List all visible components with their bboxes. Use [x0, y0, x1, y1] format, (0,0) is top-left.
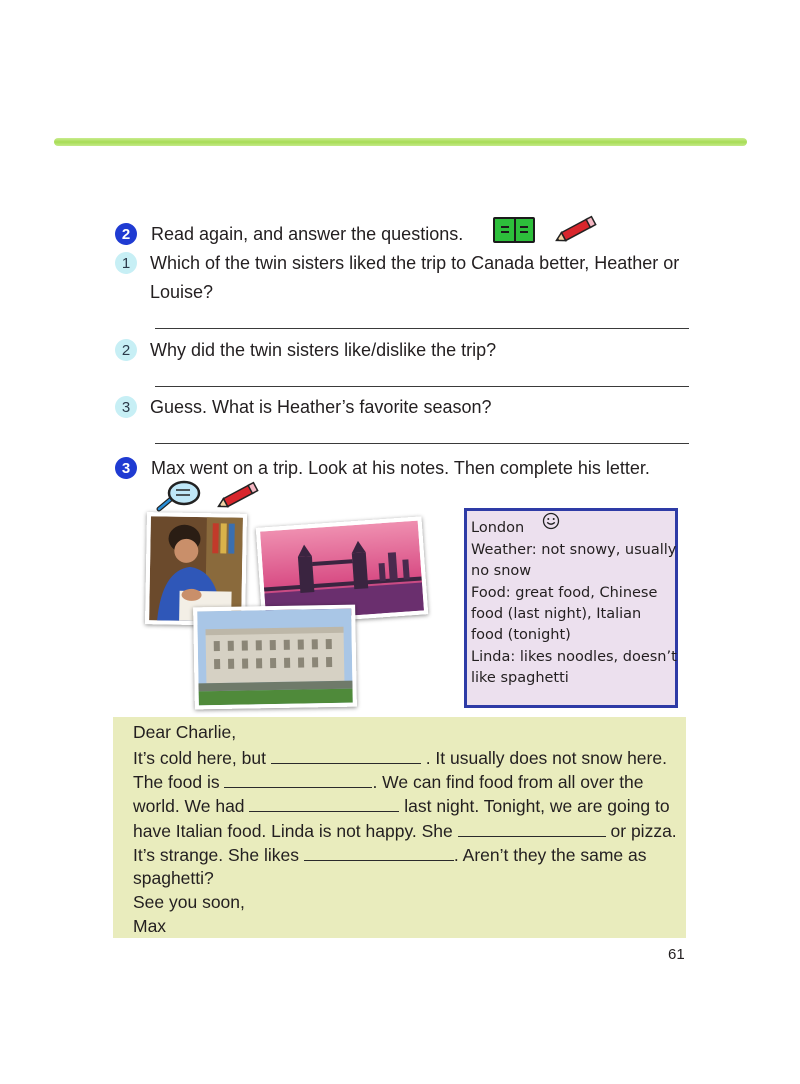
- note-line: Food: great food, Chinese: [471, 585, 658, 601]
- letter-closing: See you soon,: [133, 892, 245, 912]
- fill-in-blank[interactable]: [224, 769, 372, 788]
- note-line: like spaghetti: [471, 670, 569, 686]
- question-number-badge: 2: [115, 339, 137, 361]
- letter-text: It’s cold here, but: [133, 748, 266, 768]
- fill-in-blank[interactable]: [458, 818, 606, 837]
- fill-in-blank[interactable]: [271, 745, 421, 764]
- page-number: 61: [668, 946, 685, 963]
- answer-line[interactable]: [155, 386, 689, 387]
- letter-text: . We can find food from all over the: [372, 772, 644, 792]
- letter-line: [133, 769, 644, 794]
- letter-line: [133, 842, 647, 867]
- answer-line[interactable]: [155, 328, 689, 329]
- letter-signature: Max: [133, 916, 167, 936]
- note-line: London: [471, 520, 525, 536]
- letter-line: [133, 818, 677, 843]
- note-line: no snow: [471, 563, 532, 579]
- section-number-badge: 3: [115, 457, 137, 479]
- photo-buckingham-palace: [193, 605, 357, 710]
- note-line: Linda: likes noodles, doesn’t: [471, 649, 677, 665]
- section-number-badge: 2: [115, 223, 137, 245]
- book-icon: [493, 217, 535, 243]
- letter-text: . It usually does not snow here.: [425, 748, 667, 768]
- letter-text: The food is: [133, 772, 220, 792]
- question-number-badge: 3: [115, 396, 137, 418]
- fill-in-blank[interactable]: [304, 842, 454, 861]
- fill-in-blank[interactable]: [249, 793, 399, 812]
- question-text: Guess. What is Heather’s favorite season?: [150, 397, 492, 417]
- note-line: food (last night), Italian: [471, 606, 642, 622]
- pencil-icon: [552, 214, 602, 246]
- letter-line: [133, 745, 667, 770]
- letter-text: last night. Tonight, we are going to: [404, 796, 670, 816]
- question-text: Which of the twin sisters liked the trip to Canada better, Heather or: [150, 253, 680, 273]
- pencil-icon: [214, 480, 264, 512]
- question-text-continued: Louise?: [150, 282, 214, 302]
- answer-line[interactable]: [155, 443, 689, 444]
- letter-line: [133, 793, 670, 818]
- smiley-face-icon: [542, 512, 560, 530]
- letter-text: have Italian food. Linda is not happy. She: [133, 821, 453, 841]
- letter-text: . Aren’t they the same as: [453, 845, 647, 865]
- question-number-badge: 1: [115, 252, 137, 274]
- magnifier-icon: [155, 480, 205, 512]
- question-text: Why did the twin sisters like/dislike the trip?: [150, 340, 497, 360]
- letter-line: spaghetti?: [133, 868, 214, 888]
- letter-text: It’s strange. She likes: [133, 845, 300, 865]
- note-line: food (tonight): [471, 627, 571, 643]
- letter-text: or pizza.: [610, 821, 677, 841]
- note-line: Weather: not snowy, usually: [471, 542, 677, 558]
- section-instruction: Read again, and answer the questions.: [151, 224, 464, 244]
- letter-greeting: Dear Charlie,: [133, 722, 237, 742]
- letter-text: world. We had: [133, 796, 245, 816]
- section-instruction: Max went on a trip. Look at his notes. Then complete his letter.: [151, 458, 650, 478]
- top-green-rule: [54, 138, 747, 146]
